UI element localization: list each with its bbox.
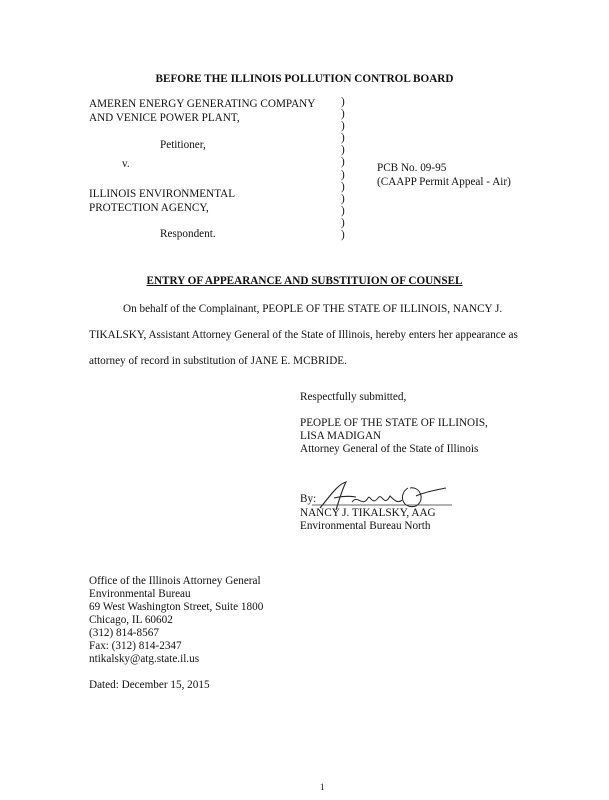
caption-paren: ) xyxy=(341,229,345,242)
caption-paren: ) xyxy=(341,216,345,229)
respondent-role: Respondent. xyxy=(160,228,216,240)
body-line-1: On behalf of the Complainant, PEOPLE OF THE STATE OF ILLINOIS, NANCY J. xyxy=(123,303,503,315)
caption-paren: ) xyxy=(341,168,345,181)
address-phone: (312) 814-8567 xyxy=(89,627,159,639)
case-number: PCB No. 09-95 xyxy=(377,162,447,174)
board-heading: BEFORE THE ILLINOIS POLLUTION CONTROL BOARD xyxy=(155,73,454,85)
case-type: (CAAPP Permit Appeal - Air) xyxy=(377,176,511,188)
caption-paren: ) xyxy=(341,132,345,145)
petitioner-name-line2: AND VENICE POWER PLANT, xyxy=(89,112,240,124)
caption-paren: ) xyxy=(341,120,345,133)
petitioner-name-line1: AMEREN ENERGY GENERATING COMPANY xyxy=(89,98,316,110)
respondent-name-line2: PROTECTION AGENCY, xyxy=(89,202,209,214)
closing-ag-title: Attorney General of the State of Illinois xyxy=(300,443,479,455)
petitioner-role: Petitioner, xyxy=(160,139,206,151)
signer-name: NANCY J. TIKALSKY, AAG xyxy=(300,507,436,519)
caption-paren: ) xyxy=(341,156,345,169)
date-line: Dated: December 15, 2015 xyxy=(89,679,210,691)
body-line-3: attorney of record in substitution of JANE E. MCBRIDE. xyxy=(89,355,347,367)
caption-paren: ) xyxy=(341,192,345,205)
address-bureau: Environmental Bureau xyxy=(89,588,191,600)
caption-paren: ) xyxy=(341,204,345,217)
signer-bureau: Environmental Bureau North xyxy=(300,520,431,532)
versus: v. xyxy=(122,158,130,170)
page-number: 1 xyxy=(320,782,325,792)
signature-by: By: xyxy=(300,493,317,505)
address-office: Office of the Illinois Attorney General xyxy=(89,575,261,587)
caption-paren: ) xyxy=(341,108,345,121)
respondent-name-line1: ILLINOIS ENVIRONMENTAL xyxy=(89,188,236,200)
caption-paren: ) xyxy=(341,96,345,108)
caption-paren: ) xyxy=(341,180,345,193)
body-line-2: TIKALSKY, Assistant Attorney General of the State of Illinois, hereby enters her appearance as xyxy=(89,329,518,341)
document-title: ENTRY OF APPEARANCE AND SUBSTITUION OF COUNSEL xyxy=(146,275,463,287)
address-email: ntikalsky@atg.state.il.us xyxy=(89,653,200,665)
closing-party: PEOPLE OF THE STATE OF ILLINOIS, xyxy=(300,417,488,429)
caption-paren: ) xyxy=(341,144,345,157)
address-city: Chicago, IL 60602 xyxy=(89,614,173,626)
closing-ag-name: LISA MADIGAN xyxy=(300,430,382,442)
address-street: 69 West Washington Street, Suite 1800 xyxy=(89,601,264,613)
caption-parentheses xyxy=(341,96,345,241)
address-fax: Fax: (312) 814-2347 xyxy=(89,640,182,652)
closing-respectfully: Respectfully submitted, xyxy=(300,391,407,403)
